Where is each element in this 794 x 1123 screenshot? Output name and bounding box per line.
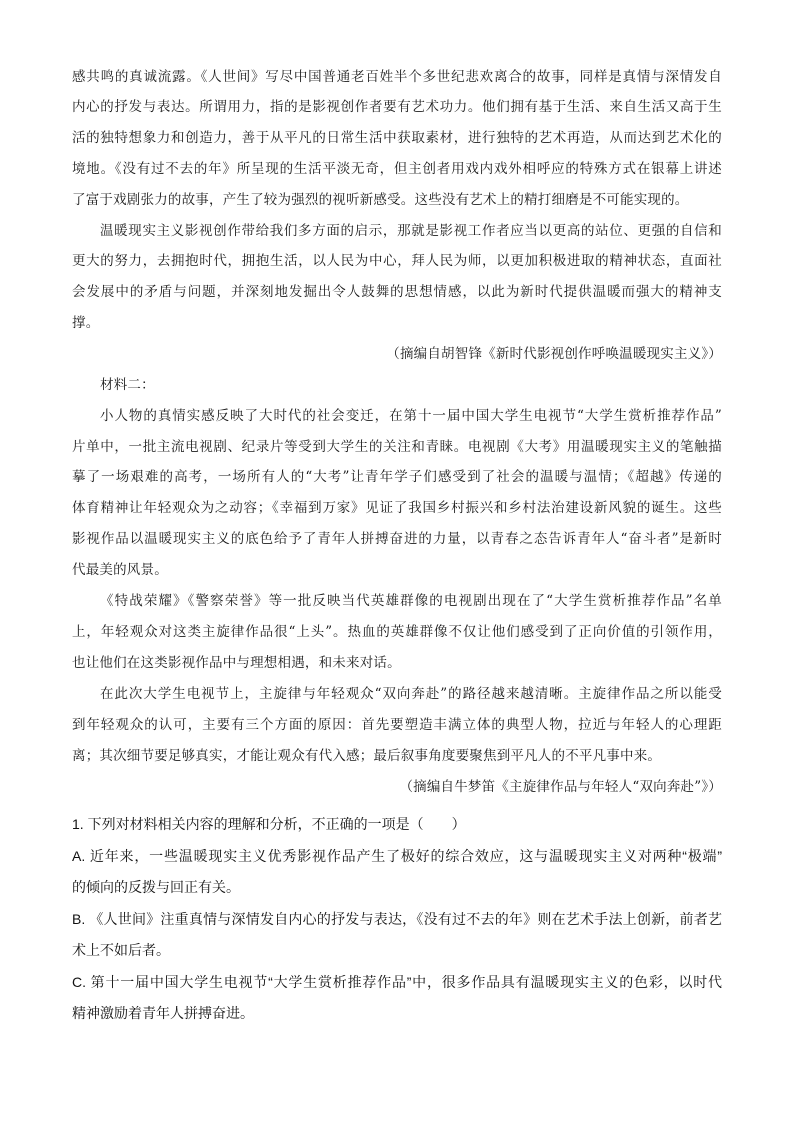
option-b-line: 术上不如后者。	[72, 942, 170, 958]
question-stem: 1. 下列对材料相关内容的理解和分析，不正确的一项是（ ）	[72, 816, 466, 832]
source-citation: （摘编自胡智锋《新时代影视创作呼唤温暖现实主义》）	[386, 346, 722, 362]
text-line: 了富于戏剧张力的故事，产生了较为强烈的视听新感受。这些没有艺术上的精打细磨是不可能实现的。	[72, 192, 689, 208]
text-line: 感共鸣的真诚流露。《人世间》写尽中国普通老百姓半个多世纪悲欢离合的故事，同样是真情与深情发自	[72, 69, 722, 85]
text-line: 体育精神让年轻观众为之动容；《幸福到万家》见证了我国乡村振兴和乡村法治建设新风貌的诞生。这些	[72, 500, 722, 516]
text-line: 在此次大学生电视节上，主旋律与年轻观众“双向奔赴”的路径越来越清晰。主旋律作品之所以能受	[100, 686, 722, 702]
option-c-line: 精神激励着青年人拼搏奋进。	[72, 1005, 254, 1021]
text-line: 内心的抒发与表达。所谓用力，指的是影视创作者要有艺术功力。他们拥有基于生活、来自生活又高于生	[72, 99, 722, 115]
text-line: 也让他们在这类影视作品中与理想相遇，和未来对话。	[72, 655, 401, 671]
text-line: 活的独特想象力和创造力，善于从平凡的日常生活中获取素材，进行独特的艺术再造，从而达到艺术化的	[72, 130, 722, 146]
text-line: 撑。	[72, 315, 100, 331]
text-line: 《特战荣耀》《警察荣誉》等一批反映当代英雄群像的电视剧出现在了“大学生赏析推荐作品”名单	[100, 593, 722, 609]
text-line: 更大的努力，去拥抱时代，拥抱生活，以人民为中心，拜人民为师，以更加积极进取的精神状态，直面社	[72, 253, 722, 269]
text-line: 影视作品以温暖现实主义的底色给予了青年人拼搏奋进的力量，以青春之态告诉青年人“奋斗者”是新时	[72, 531, 722, 547]
text-line: 境地。《没有过不去的年》所呈现的生活平淡无奇，但主创者用戏内戏外相呼应的特殊方式在银幕上讲述	[72, 161, 722, 177]
option-a-line: A. 近年来，一些温暖现实主义优秀影视作品产生了极好的综合效应，这与温暖现实主义对两种“极端”	[72, 848, 722, 864]
text-line: 会发展中的矛盾与问题，并深刻地发掘出令人鼓舞的思想情感，以此为新时代提供温暖而强大的精神支	[72, 284, 722, 300]
option-a-line: 的倾向的反拨与回正有关。	[72, 879, 240, 895]
option-c-line: C. 第十一届中国大学生电视节“大学生赏析推荐作品”中，很多作品具有温暖现实主义的色彩，以时代	[72, 974, 722, 990]
text-line: 片单中，一批主流电视剧、纪录片等受到大学生的关注和青睐。电视剧《大考》用温暖现实主义的笔触描	[72, 439, 722, 455]
section-label: 材料二：	[100, 377, 155, 393]
text-line: 离；其次细节要足够真实，才能让观众有代入感；最后叙事角度要聚焦到平凡人的不平凡事中来。	[72, 748, 662, 764]
text-line: 上，年轻观众对这类主旋律作品很“上头”。热血的英雄群像不仅让他们感受到了正向价值的引领作用，	[72, 624, 722, 640]
option-b-line: B. 《人世间》注重真情与深情发自内心的抒发与表达，《没有过不去的年》则在艺术手法上创新，前者艺	[72, 911, 722, 927]
text-line: 摹了一场艰难的高考，一场所有人的“大考”让青年学子们感受到了社会的温暖与温情；《超越》传递的	[72, 469, 722, 485]
text-line: 代最美的风景。	[72, 562, 168, 578]
text-line: 温暖现实主义影视创作带给我们多方面的启示，那就是影视工作者应当以更高的站位、更强的自信和	[100, 223, 722, 239]
text-line: 到年轻观众的认可，主要有三个方面的原因：首先要塑造丰满立体的典型人物，拉近与年轻人的心理距	[72, 717, 722, 733]
source-citation: （摘编自牛梦笛《主旋律作品与年轻人“双向奔赴”》）	[399, 779, 722, 795]
text-line: 小人物的真情实感反映了大时代的社会变迁，在第十一届中国大学生电视节“大学生赏析推荐作品”	[100, 408, 722, 424]
